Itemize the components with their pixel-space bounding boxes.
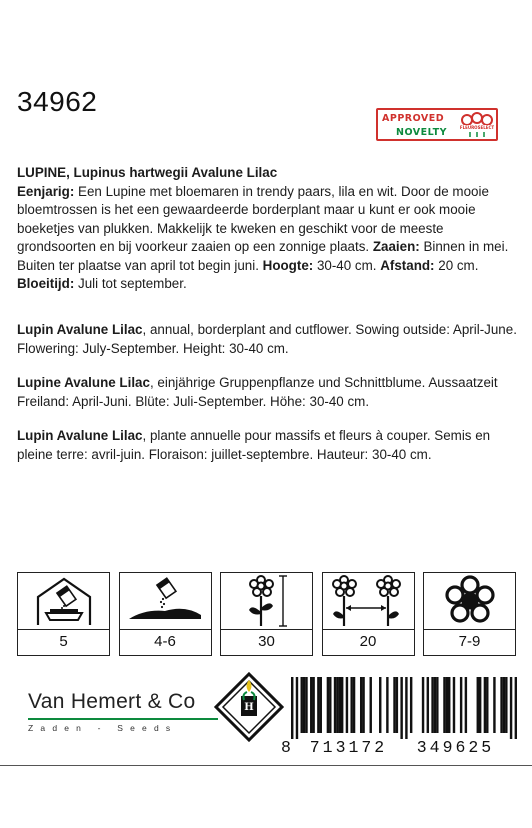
barcode-bar: [460, 677, 462, 733]
barcode-bar: [303, 677, 305, 733]
german-description: [17, 374, 517, 411]
barcode-bar: [477, 677, 479, 733]
barcode-bar: [486, 677, 488, 733]
plant-height-icon: [227, 574, 307, 628]
pictogram-value: 20: [322, 630, 415, 656]
barcode: [291, 677, 517, 739]
barcode-bar: [427, 677, 429, 733]
svg-text:FLEUROSELECT: FLEUROSELECT: [460, 125, 494, 130]
afstand-label: Afstand:: [380, 257, 435, 273]
french-name: Lupin Avalune Lilac: [17, 428, 143, 443]
zaaien-label: Zaaien:: [372, 239, 420, 254]
french-text: , plante annuelle pour massifs et fleurs à couper. Semis en pleine terre: avril-juin. Floraison: juillet-septembre. Hauteur: 30-40 cm.: [17, 428, 491, 462]
english-text: , annual, borderplant and cutflower. Sowing outside: April-June. Flowering: July-September. Height: 30-40 cm.: [17, 322, 517, 356]
barcode-bar: [327, 677, 329, 733]
barcode-bar: [484, 677, 486, 733]
eenjarig-label: Eenjarig:: [17, 183, 75, 199]
hoogte-label: Hoogte:: [262, 257, 314, 273]
barcode-bar: [431, 677, 433, 733]
pictogram-row: [17, 572, 516, 658]
barcode-bar: [362, 677, 364, 733]
barcode-digits: [281, 738, 517, 757]
barcode-bar: [341, 677, 343, 733]
barcode-bar: [353, 677, 355, 733]
plant-spacing-icon: [326, 574, 410, 628]
pictogram-indoor-sowing: [17, 572, 110, 658]
pictogram-value: 30: [220, 630, 313, 656]
barcode-bar: [422, 677, 424, 733]
pictogram-plant-height: [220, 572, 313, 658]
hoogte-text: 30-40 cm.: [313, 257, 381, 273]
barcode-bar: [405, 677, 407, 739]
barcode-bar: [448, 677, 450, 733]
barcode-bar: [515, 677, 517, 739]
svg-text:H: H: [244, 702, 254, 713]
barcode-bar: [400, 677, 402, 739]
barcode-bar: [393, 677, 395, 733]
dutch-description: [17, 164, 517, 294]
barcode-bar: [436, 677, 438, 733]
pictogram-outdoor-sowing: [119, 572, 212, 658]
pictogram-value: 4-6: [119, 630, 212, 656]
barcode-bar: [465, 677, 467, 733]
english-description: [17, 321, 517, 358]
barcode-bar: [386, 677, 388, 733]
barcode-bar: [453, 677, 455, 733]
barcode-bar: [339, 677, 341, 733]
dutch-body: Een Lupine met bloemaren in trendy paars, lila en wit. Door de mooie bloemtrossen is het een gewaardeerde borderplant maar u kunt er ook mooie boeketjes van plukken. Makkelijk te kweken en geschikt voor de meeste grondsoorten en bij voorkeur zaaien op een zonnige plaats.: [17, 183, 489, 254]
barcode-bar: [443, 677, 445, 733]
article-number: 34962: [17, 86, 98, 117]
barcode-group-1: 713172: [309, 738, 388, 757]
barcode-group-2: 349625: [416, 738, 495, 757]
barcode-bar: [360, 677, 362, 733]
barcode-bar: [434, 677, 436, 733]
barcode-bar: [446, 677, 448, 733]
barcode-bar: [346, 677, 348, 733]
dutch-title: LUPINE, Lupinus hartwegii Avalune Lilac: [17, 165, 278, 180]
company-logo-icon: [214, 672, 284, 742]
barcode-bar: [320, 677, 322, 733]
barcode-bar: [379, 677, 381, 733]
barcode-lead-digit: 8: [281, 738, 291, 757]
german-name: Lupine Avalune Lilac: [17, 375, 150, 390]
company-subtitle: Zaden - Seeds: [28, 722, 178, 733]
badge-line1: APPROVED: [382, 113, 445, 124]
pictogram-value: 5: [17, 630, 110, 656]
barcode-bar: [479, 677, 481, 733]
barcode-bar: [312, 677, 314, 733]
barcode-bar: [505, 677, 507, 733]
english-name: Lupin Avalune Lilac: [17, 322, 143, 337]
company-name: Van Hemert & Co: [28, 690, 196, 713]
fleuroselect-seal-icon: [460, 111, 494, 139]
barcode-bar: [500, 677, 502, 733]
barcode-bar: [503, 677, 505, 733]
pictogram-value: 7-9: [423, 630, 516, 656]
company-block: [28, 690, 223, 733]
barcode-bar: [396, 677, 398, 733]
zaaien-text: Binnen in mei. Buiten ter plaatse van april tot begin juni.: [17, 239, 509, 273]
barcode-bar: [329, 677, 331, 733]
approved-novelty-badge: [376, 108, 498, 141]
barcode-bar: [350, 677, 352, 733]
barcode-bar: [493, 677, 495, 733]
barcode-bar: [301, 677, 303, 733]
barcode-bar: [370, 677, 372, 733]
pictogram-plant-spacing: [322, 572, 415, 658]
pictogram-flowering: [423, 572, 516, 658]
barcode-bar: [317, 677, 319, 733]
french-description: [17, 427, 517, 464]
badge-line2: NOVELTY: [396, 127, 447, 138]
afstand-text: 20 cm.: [434, 257, 479, 273]
company-rule: [28, 718, 218, 720]
barcode-bar: [305, 677, 307, 733]
barcode-bar: [510, 677, 512, 739]
barcode-bar: [296, 677, 298, 739]
barcode-bar: [310, 677, 312, 733]
bottom-divider: [0, 765, 532, 766]
bloeitijd-label: Bloeitijd:: [17, 276, 75, 291]
barcode-bar: [336, 677, 338, 733]
outdoor-sowing-icon: [125, 575, 205, 627]
flowering-icon: [440, 575, 500, 627]
german-text: , einjährige Gruppenpflanze und Schnittblume. Aussaatzeit Freiland: April-Juni. Blüte: Juli-September. Höhe: 30-40 cm.: [17, 375, 498, 409]
barcode-bar: [410, 677, 412, 733]
barcode-bar: [291, 677, 293, 739]
indoor-sowing-icon: [24, 575, 104, 627]
bloeitijd-text: Juli tot september.: [74, 276, 187, 291]
barcode-bar: [334, 677, 336, 733]
